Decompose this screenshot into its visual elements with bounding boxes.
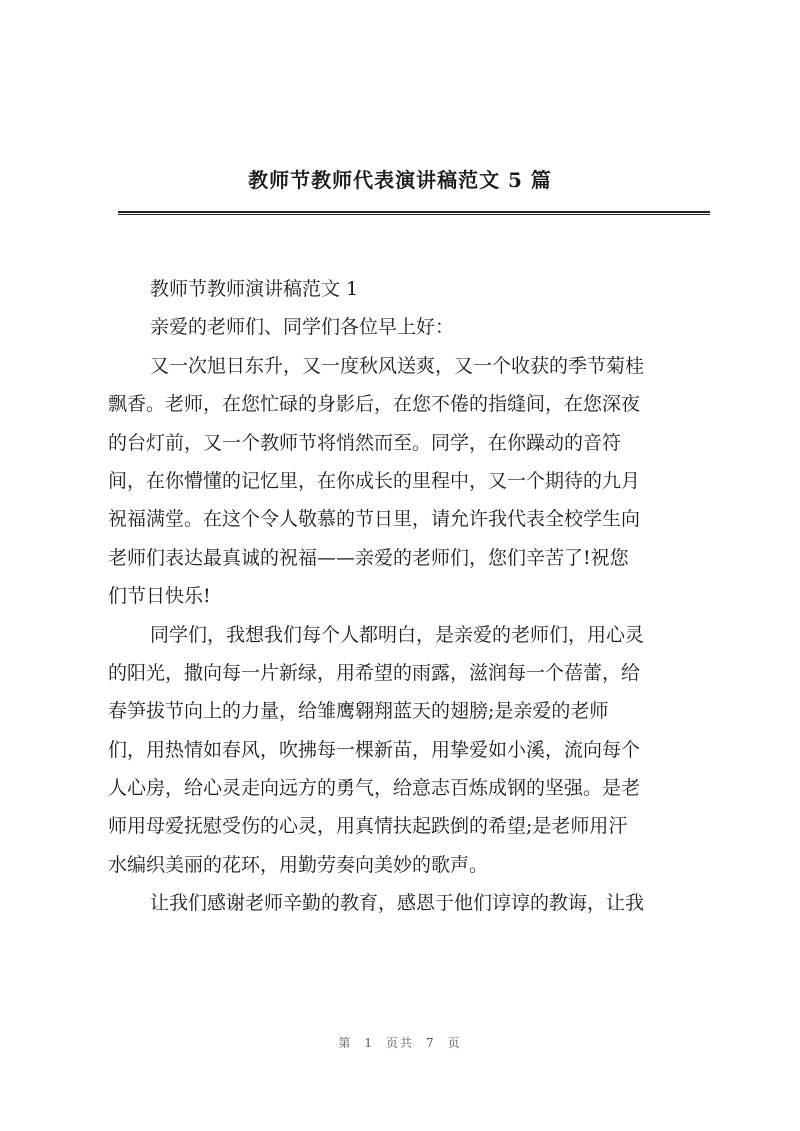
document-title: 教师节教师代表演讲稿范文 5 篇 [248,168,552,192]
paragraph-line: 让我们感谢老师辛勤的教育，感恩于他们谆谆的教诲，让我 [150,892,645,915]
document-body [108,270,712,923]
paragraph-line: 祝福满堂。在这个令人敬慕的节日里，请允许我代表全校学生向 [108,508,641,531]
footer-middle: 页共 [385,1036,414,1050]
paragraph-line: 水编织美丽的花环，用勤劳奏向美妙的歌声。 [108,853,489,876]
paragraph-line: 春笋拔节向上的力量，给雏鹰翱翔蓝天的翅膀;是亲爱的老师 [108,700,609,723]
paragraph-line: 亲爱的老师们、同学们各位早上好： [150,316,455,339]
footer-page-number: 1 [364,1036,374,1050]
footer-suffix: 页 [447,1036,462,1050]
title-divider [118,211,710,215]
paragraph-3 [108,884,712,922]
paragraph-line: 同学们，我想我们每个人都明白，是亲爱的老师们，用心灵 [150,623,645,646]
paragraph-heading [108,270,712,308]
paragraph-line: 们，用热情如春风，吹拂每一棵新苗，用挚爱如小溪，流向每个 [108,738,641,761]
paragraph-line: 人心房，给心灵走向远方的勇气，给意志百炼成钢的坚强。是老 [108,777,641,800]
paragraph-greeting [108,308,712,346]
footer-total-pages: 7 [426,1036,436,1050]
page-footer [0,1034,800,1051]
paragraph-2 [108,616,712,885]
paragraph-line: 又一次旭日东升，又一度秋风送爽，又一个收获的季节菊桂 [150,354,645,377]
paragraph-line: 的台灯前，又一个教师节将悄然而至。同学，在你躁动的音符 [108,431,622,454]
paragraph-line: 的阳光，撒向每一片新绿，用希望的雨露，滋润每一个蓓蕾，给 [108,661,641,684]
paragraph-line: 飘香。老师，在您忙碌的身影后，在您不倦的指缝间，在您深夜 [108,393,641,416]
paragraph-line: 老师们表达最真诚的祝福——亲爱的老师们，您们辛苦了!祝您 [108,546,629,569]
footer-prefix: 第 [338,1036,353,1050]
paragraph-line: 间，在你懵懂的记忆里，在你成长的里程中，又一个期待的九月 [108,469,641,492]
paragraph-line: 教师节教师演讲稿范文 1 [150,278,359,300]
paragraph-line: 师用母爱抚慰受伤的心灵，用真情扶起跌倒的希望;是老师用汗 [108,815,628,838]
paragraph-1 [108,347,712,616]
paragraph-line: 们节日快乐! [108,585,211,608]
